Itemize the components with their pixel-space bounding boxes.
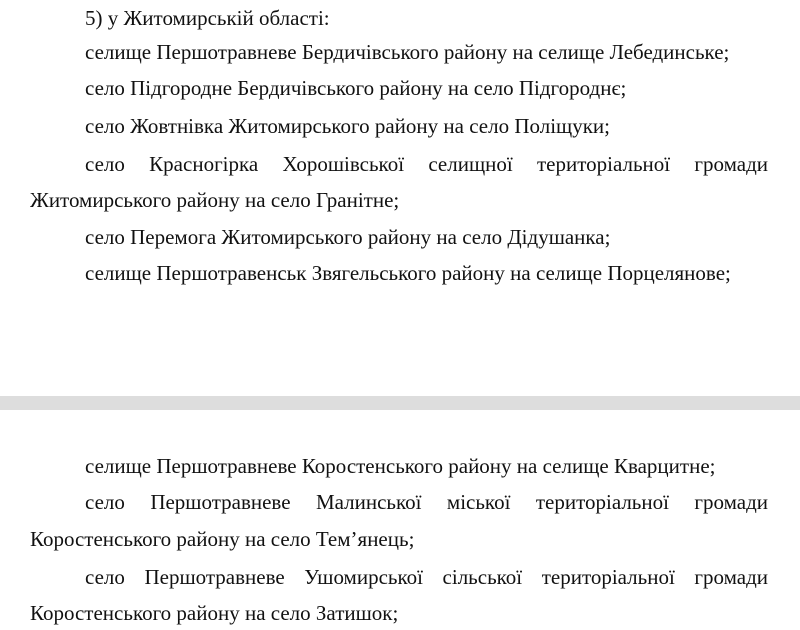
text-line: селище Першотравневе Бердичівського району на селище Лебединське; bbox=[85, 40, 730, 64]
section-heading: 5) у Житомирській області: bbox=[85, 6, 330, 30]
page-separator bbox=[0, 396, 800, 410]
text-line: Коростенського району на село Затишок; bbox=[30, 601, 399, 625]
text-line: Коростенського району на село Тем’янець; bbox=[30, 527, 415, 551]
text-line: село Красногірка Хорошівської селищної територіальної громади bbox=[85, 152, 768, 176]
text-line: село Перемога Житомирського району на село Дідушанка; bbox=[85, 225, 611, 249]
text-line: селище Першотравневе Коростенського району на селище Кварцитне; bbox=[85, 454, 716, 478]
text-line: село Першотравневе Ушомирської сільської територіальної громади bbox=[85, 565, 768, 589]
text-line: селище Першотравенськ Звягельського району на селище Порцелянове; bbox=[85, 261, 731, 285]
text-line: Житомирського району на село Гранітне; bbox=[30, 188, 400, 212]
text-line: село Жовтнівка Житомирського району на село Поліщуки; bbox=[85, 114, 610, 138]
text-line: село Першотравневе Малинської міської територіальної громади bbox=[85, 490, 768, 514]
text-line: село Підгородне Бердичівського району на село Підгороднє; bbox=[85, 76, 627, 100]
document-page-2 bbox=[0, 410, 800, 630]
